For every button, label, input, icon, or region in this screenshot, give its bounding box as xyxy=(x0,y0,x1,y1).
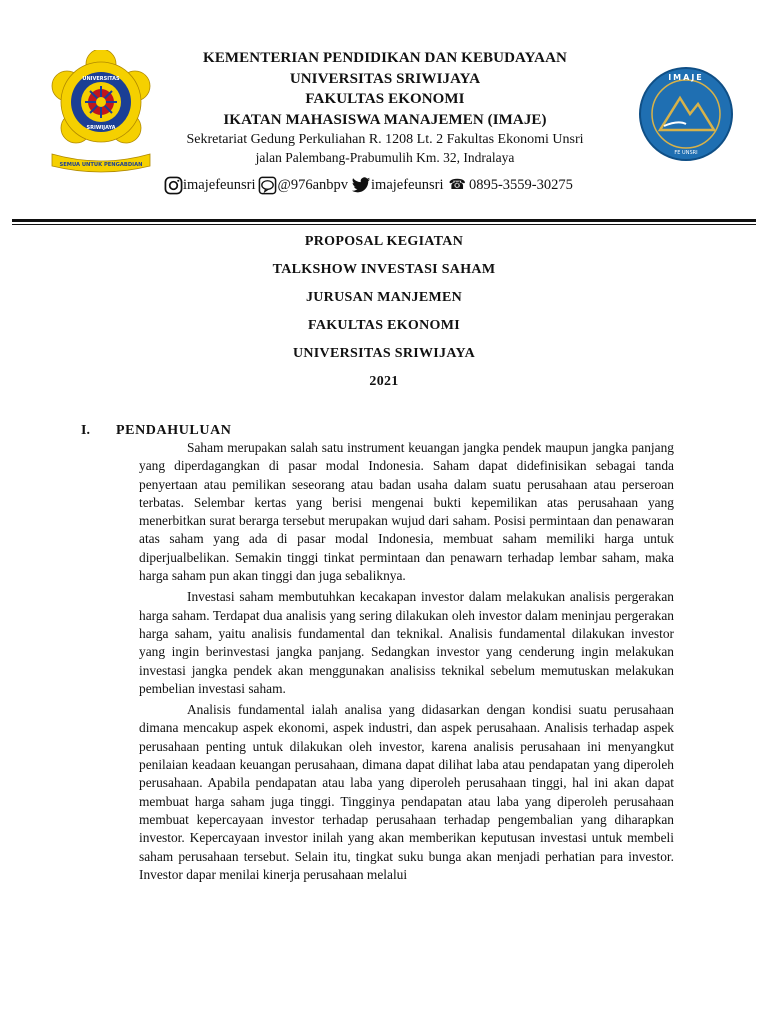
svg-text:IMAJE: IMAJE xyxy=(668,73,704,82)
line-id: @976anbpv xyxy=(277,176,349,193)
university-name: UNIVERSITAS SRIWIJAYA xyxy=(289,70,481,87)
address-line-2: jalan Palembang-Prabumulih Km. 32, Indralaya xyxy=(255,150,515,165)
letterhead xyxy=(160,48,610,166)
imaje-logo xyxy=(638,64,734,164)
twitter-icon xyxy=(351,177,371,194)
sriwijaya-university-logo xyxy=(46,50,156,178)
svg-text:SEMUA UNTUK PENGABDIAN: SEMUA UNTUK PENGABDIAN xyxy=(59,162,143,168)
twitter-handle: imajefeunsri xyxy=(371,176,444,193)
paragraph: Saham merupakan salah satu instrument keuangan jangka pendek maupun jangka panjang yang diperdagangkan di pasar modal Indonesia. Saham dapat didefinisikan sebagai tanda penyertaan atau pemilikan seseorang atau badan usaha dalam suatu perusahaan atau perseroan terbatas. Selembar kertas yang berisi mengenai bukti kepemilikan atas perusahaan yang menerbitkan surat berarga tersebut merupakan wujud dari saham. Posisi permintaan dan penawaran atas saham yang ada di pasar modal Indonesia, membuat saham memiliki harga untuk diperjualbelikan. Semakin tinggi tinkat permintaan dan penawarn terhadap lembar saham, maka harga saham pun akan tinggi dan juga sebaliknya. xyxy=(139,440,674,584)
proposal-year: 2021 xyxy=(369,374,399,389)
section-number: I. xyxy=(81,423,90,438)
line-app-icon xyxy=(258,176,277,195)
paragraph: Analisis fundamental ialah analisa yang didasarkan dengan kondisi suatu perusahaan dimana mencakup aspek ekonomi, aspek industri, dan aspek perusahaan. Analisis terhadap aspek perusahaan penting untuk dilakukan oleh investor, karena analisis perusahaan ini menyangkut penilaian keadaan keuangan perusahaan, dimana dapat dilihat laba atau pendapatan yang diperoleh perusahaan. Apabila pendapatan atau laba yang diperoleh perusahaan tinggi, hal ini akan dapat membuat harga saham juga tinggi. Tingginya pendapatan atau laba yang diperoleh perusahaan membuat kepercayaan investor terhadap perusahaan terhadap pengembalian yang diharapkan investor. Kepercayaan investor inilah yang akan memberikan keputusan investasi untuk membeli saham perusahaan tersebut. Selain itu, tingkat suku bunga akan menjadi perhatian para investor. Investor dapar menilai kinerja perusahaan melalui xyxy=(139,702,674,882)
address-line-1: Sekretariat Gedung Perkuliahan R. 1208 Lt. 2 Fakultas Ekonomi Unsri xyxy=(186,132,584,147)
section-heading: PENDAHULUAN xyxy=(116,423,232,438)
svg-text:SRIWIJAYA: SRIWIJAYA xyxy=(86,125,116,131)
section-body xyxy=(139,439,674,887)
paragraph: Investasi saham membutuhkan kecakapan investor dalam melakukan analisis pergerakan harga saham. Terdapat dua analisis yang sering dilakukan oleh investor dalam meninjau pergerakan harga saham, yaitu analisis fundamental dan teknikal. Analisis fundamental dilakukan investor yang ingin berinvestasi jangka panjang. Sedangkan investor yang cenderung ingin melakukan investasi jangka pendek akan menggunakan analisiss teknikal sebelum memutuskan melakukan pembelian investasi saham. xyxy=(139,589,674,696)
proposal-title-block xyxy=(0,228,768,396)
svg-text:FE UNSRI: FE UNSRI xyxy=(674,150,698,156)
faculty-name: FAKULTAS EKONOMI xyxy=(305,91,465,107)
event-name: TALKSHOW INVESTASI SAHAM xyxy=(272,262,496,277)
phone-number: 0895-3559-30275 xyxy=(468,176,573,193)
organization-name: IKATAN MAHASISWA MANAJEMEN (IMAJE) xyxy=(223,111,547,128)
ministry-name: KEMENTERIAN PENDIDIKAN DAN KEBUDAYAAN xyxy=(203,50,567,66)
phone-icon: ☎ xyxy=(448,177,466,193)
logo-ring-text: UNIVERSITAS xyxy=(82,76,120,82)
contact-row xyxy=(164,174,576,196)
instagram-handle: imajefeunsri xyxy=(183,176,256,193)
letterhead-divider-thin xyxy=(12,224,756,225)
faculty-title: FAKULTAS EKONOMI xyxy=(308,318,460,333)
department-name: JURUSAN MANJEMEN xyxy=(305,290,463,305)
proposal-title: PROPOSAL KEGIATAN xyxy=(304,234,464,249)
instagram-icon xyxy=(164,176,183,195)
university-title: UNIVERSITAS SRIWIJAYA xyxy=(292,346,475,361)
letterhead-divider-thick xyxy=(12,219,756,222)
